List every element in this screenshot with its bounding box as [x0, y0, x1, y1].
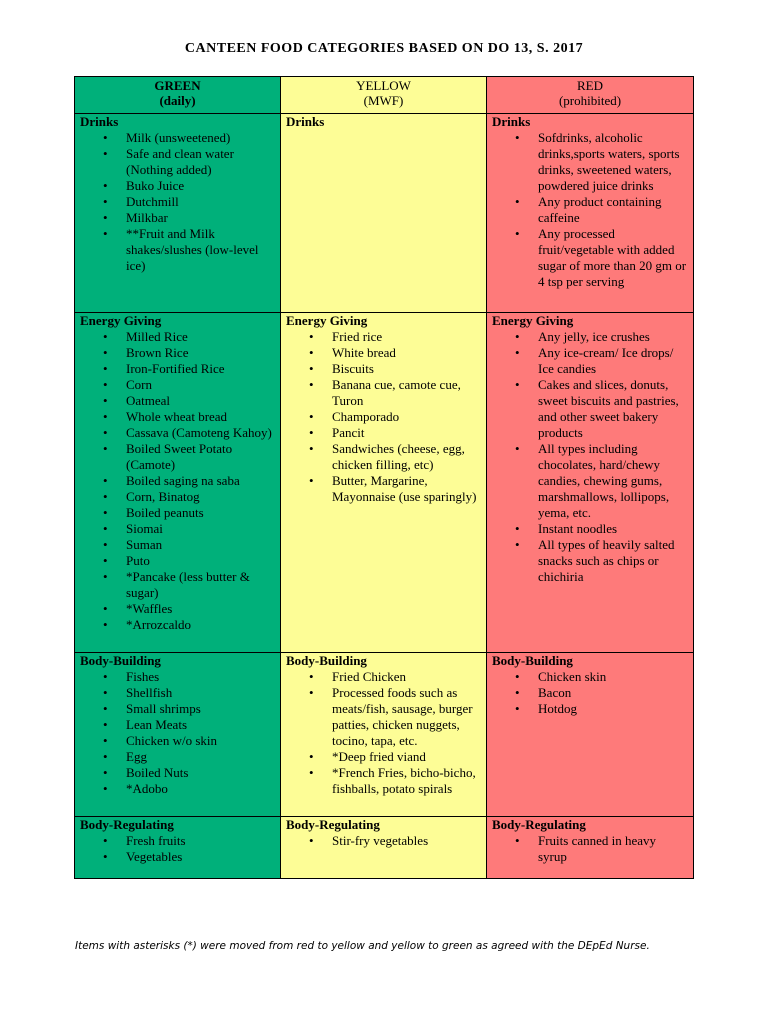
list-item: • Brown Rice	[126, 345, 275, 361]
cell-yellow	[281, 653, 487, 817]
list-item: • Champorado	[332, 409, 481, 425]
category-heading: Body-Building	[286, 653, 367, 668]
list-item: • *Deep fried viand	[332, 749, 481, 765]
food-list	[492, 130, 688, 290]
list-item: • **Fruit and Milk shakes/slushes (low-level ice)	[126, 226, 275, 274]
cell-green	[75, 653, 281, 817]
page-title: CANTEEN FOOD CATEGORIES BASED ON DO 13, S. 2017	[184, 41, 584, 56]
list-item: • Hotdog	[538, 701, 688, 717]
list-item: • *Arrozcaldo	[126, 617, 275, 633]
list-item: • *Adobo	[126, 781, 275, 797]
cell-red	[487, 114, 694, 313]
cell-yellow	[281, 313, 487, 653]
list-item: • Safe and clean water (Nothing added)	[126, 146, 275, 178]
list-item: • Pancit	[332, 425, 481, 441]
food-list	[80, 833, 275, 865]
cell-green	[75, 313, 281, 653]
category-heading: Body-Building	[80, 653, 161, 668]
list-item: • Cakes and slices, donuts, sweet biscuits and pastries, and other sweet bakery products	[538, 377, 688, 441]
cell-green	[75, 114, 281, 313]
header-red	[487, 77, 694, 114]
list-item: • Instant noodles	[538, 521, 688, 537]
cell-red	[487, 817, 694, 879]
table-row	[75, 817, 694, 879]
table-row	[75, 313, 694, 653]
food-category-table	[74, 76, 694, 879]
list-item: • Stir-fry vegetables	[332, 833, 481, 849]
list-item: • Boiled Sweet Potato (Camote)	[126, 441, 275, 473]
list-item: • Chicken w/o skin	[126, 733, 275, 749]
header-red-sub: (prohibited)	[558, 93, 622, 108]
food-list	[286, 669, 481, 797]
list-item: • Boiled Nuts	[126, 765, 275, 781]
category-heading: Body-Regulating	[492, 817, 586, 832]
cell-red	[487, 653, 694, 817]
list-item: • Milkbar	[126, 210, 275, 226]
list-item: • *Pancake (less butter & sugar)	[126, 569, 275, 601]
food-list	[286, 329, 481, 505]
list-item: • Banana cue, camote cue, Turon	[332, 377, 481, 409]
list-item: • Any processed fruit/vegetable with added sugar of more than 20 gm or 4 tsp per serving	[538, 226, 688, 290]
category-heading: Drinks	[492, 114, 531, 129]
category-heading: Body-Regulating	[80, 817, 174, 832]
list-item: • Corn, Binatog	[126, 489, 275, 505]
list-item: • White bread	[332, 345, 481, 361]
list-item: • Oatmeal	[126, 393, 275, 409]
list-item: • All types of heavily salted snacks such as chips or chichiria	[538, 537, 688, 585]
header-yellow-sub: (MWF)	[363, 93, 404, 108]
food-list	[492, 329, 688, 585]
list-item: • Boiled saging na saba	[126, 473, 275, 489]
list-item: • Cassava (Camoteng Kahoy)	[126, 425, 275, 441]
food-list	[492, 669, 688, 717]
list-item: • Buko Juice	[126, 178, 275, 194]
header-green	[75, 77, 281, 114]
list-item: • *French Fries, bicho-bicho, fishballs, potato spirals	[332, 765, 481, 797]
category-heading: Energy Giving	[492, 313, 574, 328]
table-row	[75, 114, 694, 313]
list-item: • Siomai	[126, 521, 275, 537]
list-item: • Milled Rice	[126, 329, 275, 345]
list-item: • Fried rice	[332, 329, 481, 345]
list-item: • Boiled peanuts	[126, 505, 275, 521]
header-green-sub: (daily)	[159, 93, 196, 108]
list-item: • Fresh fruits	[126, 833, 275, 849]
table-row	[75, 653, 694, 817]
list-item: • Iron-Fortified Rice	[126, 361, 275, 377]
list-item: • Puto	[126, 553, 275, 569]
food-list	[286, 833, 481, 849]
list-item: • Butter, Margarine, Mayonnaise (use sparingly)	[332, 473, 481, 505]
header-yellow	[281, 77, 487, 114]
category-heading: Drinks	[286, 114, 325, 129]
list-item: • Any product containing caffeine	[538, 194, 688, 226]
header-yellow-name: YELLOW	[356, 78, 411, 93]
list-item: • Fruits canned in heavy syrup	[538, 833, 688, 865]
list-item: • Chicken skin	[538, 669, 688, 685]
header-red-name: RED	[577, 78, 603, 93]
cell-yellow	[281, 817, 487, 879]
food-list	[80, 669, 275, 797]
list-item: • Fishes	[126, 669, 275, 685]
category-heading: Drinks	[80, 114, 119, 129]
list-item: • Bacon	[538, 685, 688, 701]
category-heading: Energy Giving	[80, 313, 162, 328]
list-item: • Sandwiches (cheese, egg, chicken filling, etc)	[332, 441, 481, 473]
list-item: • Whole wheat bread	[126, 409, 275, 425]
table-header-row	[75, 77, 694, 114]
list-item: • All types including chocolates, hard/chewy candies, chewing gums, marshmallows, lollipops, yema, etc.	[538, 441, 688, 521]
cell-yellow	[281, 114, 487, 313]
header-green-name: GREEN	[154, 78, 201, 93]
list-item: • Small shrimps	[126, 701, 275, 717]
food-list	[80, 130, 275, 274]
list-item: • Any jelly, ice crushes	[538, 329, 688, 345]
list-item: • Vegetables	[126, 849, 275, 865]
list-item: • Egg	[126, 749, 275, 765]
list-item: • Any ice-cream/ Ice drops/ Ice candies	[538, 345, 688, 377]
food-list	[80, 329, 275, 633]
list-item: • Dutchmill	[126, 194, 275, 210]
list-item: • Sofdrinks, alcoholic drinks,sports waters, sports drinks, sweetened waters, powdered juice drinks	[538, 130, 688, 194]
footnote: Items with asterisks (*) were moved from red to yellow and yellow to green as agreed with the DEpEd Nurse.	[75, 940, 650, 952]
list-item: • Corn	[126, 377, 275, 393]
list-item: • Shellfish	[126, 685, 275, 701]
category-heading: Body-Building	[492, 653, 573, 668]
category-heading: Energy Giving	[286, 313, 368, 328]
list-item: • Processed foods such as meats/fish, sausage, burger patties, chicken nuggets, tocino, tapa, etc.	[332, 685, 481, 749]
list-item: • Biscuits	[332, 361, 481, 377]
list-item: • Suman	[126, 537, 275, 553]
list-item: • Lean Meats	[126, 717, 275, 733]
list-item: • Fried Chicken	[332, 669, 481, 685]
category-heading: Body-Regulating	[286, 817, 380, 832]
list-item: • *Waffles	[126, 601, 275, 617]
cell-green	[75, 817, 281, 879]
food-list	[492, 833, 688, 865]
list-item: • Milk (unsweetened)	[126, 130, 275, 146]
cell-red	[487, 313, 694, 653]
